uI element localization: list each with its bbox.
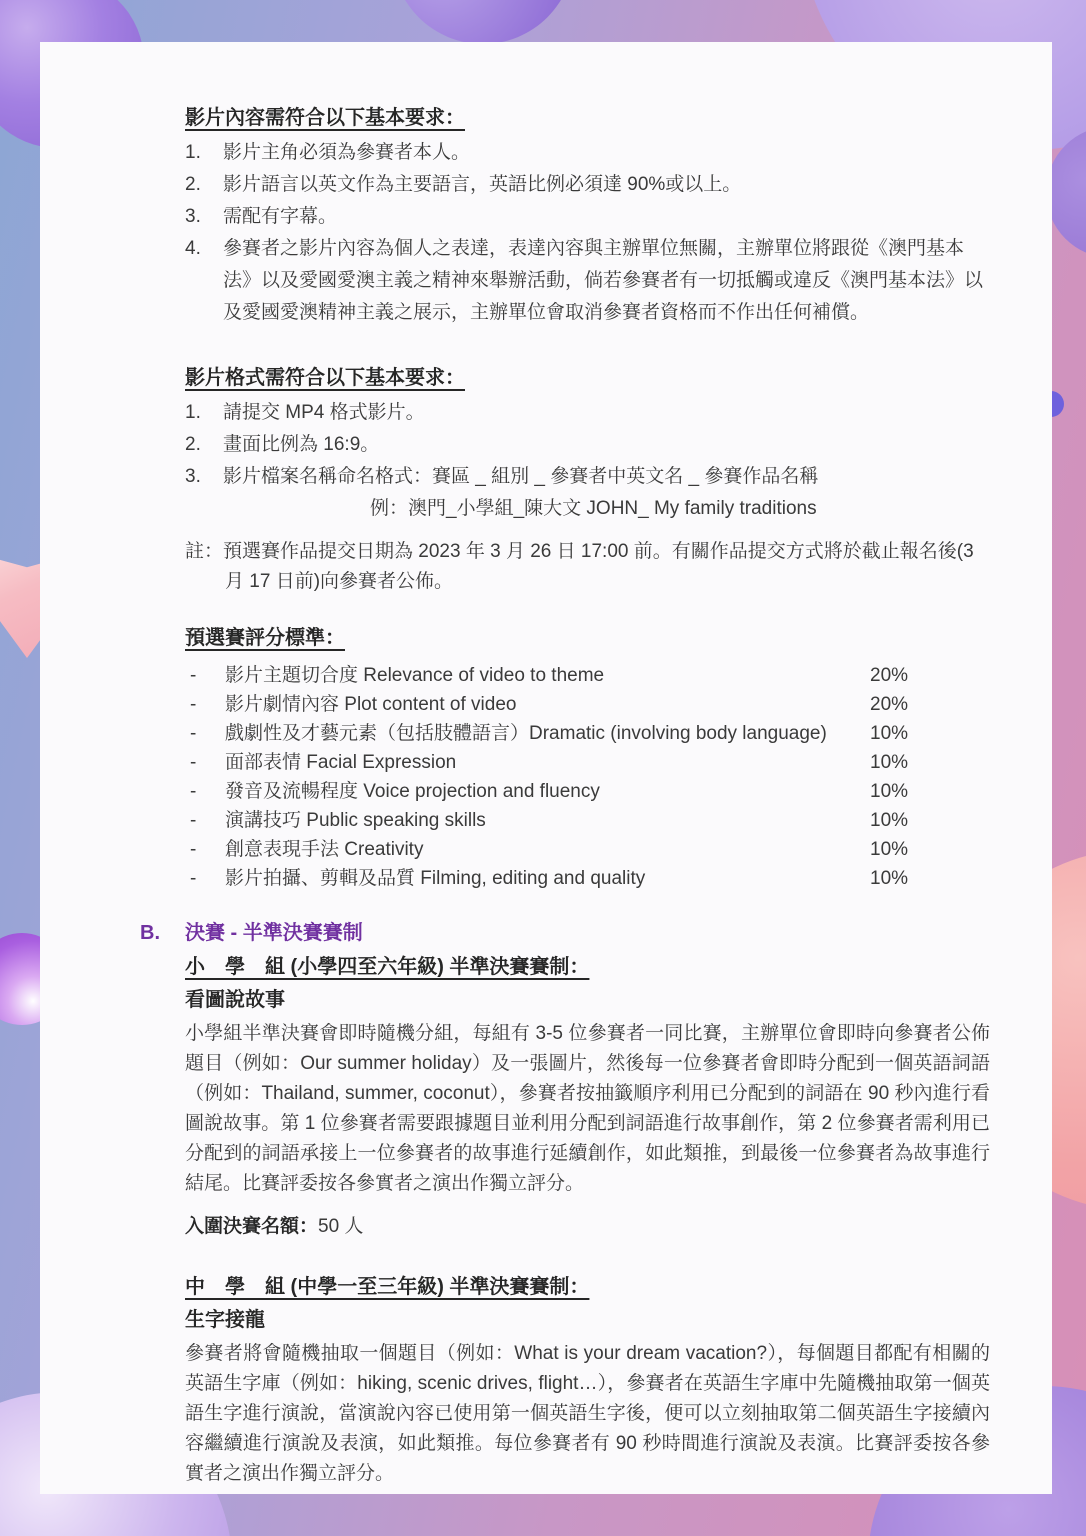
criteria-label: 演講技巧 Public speaking skills: [225, 810, 486, 831]
final-section-title: 決賽 - 半準決賽賽制: [185, 922, 363, 944]
list-item-text: 影片檔案名稱命名格式：賽區 _ 組別 _ 參賽者中英文名 _ 參賽作品名稱: [223, 466, 819, 487]
list-item-number: 1.: [185, 402, 201, 423]
list-item-text: 請提交 MP4 格式影片。: [223, 402, 425, 423]
video-format-rules-list: [185, 397, 990, 493]
document-page: [40, 42, 1052, 1494]
criteria-weight: 20%: [870, 694, 909, 715]
criteria-label: 發音及流暢程度 Voice projection and fluency: [225, 781, 600, 802]
criteria-row: [185, 690, 990, 719]
criteria-label: 影片主題切合度 Relevance of video to theme: [225, 665, 605, 686]
criteria-weight: 20%: [870, 665, 909, 686]
video-content-rules-heading: 影片內容需符合以下基本要求：: [185, 107, 465, 129]
criteria-bullet: -: [190, 781, 197, 802]
criteria-label: 影片拍攝、剪輯及品質 Filming, editing and quality: [225, 868, 646, 889]
list-item-number: 2.: [185, 174, 201, 195]
final-section-index: B.: [140, 922, 160, 944]
file-naming-example: 例：澳門_小學組_陳大文 JOHN_ My family traditions: [370, 498, 817, 519]
video-content-rules-list: [185, 137, 990, 329]
primary-group-heading: 小 學 組 (小學四至六年級) 半準決賽賽制：: [185, 956, 590, 978]
criteria-row: [185, 864, 990, 893]
video-format-rules-heading: 影片格式需符合以下基本要求：: [185, 367, 465, 389]
criteria-weight: 10%: [870, 752, 909, 773]
criteria-row: [185, 748, 990, 777]
numbered-list-item: [185, 201, 990, 233]
criteria-bullet: -: [190, 839, 197, 860]
numbered-list-item: [185, 461, 990, 493]
final-quota-label: 入圍決賽名額：: [185, 1216, 319, 1237]
submission-deadline-note: 註：預選賽作品提交日期為 2023 年 3 月 26 日 17:00 前。有關作品提交方式將於截止報名後(3 月 17 日前)向參賽者公佈。: [185, 541, 974, 592]
criteria-bullet: -: [190, 810, 197, 831]
list-item-number: 4.: [185, 238, 201, 259]
criteria-label: 面部表情 Facial Expression: [225, 752, 457, 773]
list-item-text: 需配有字幕。: [223, 206, 338, 227]
list-item-text: 畫面比例為 16:9。: [223, 434, 380, 455]
criteria-label: 創意表現手法 Creativity: [225, 839, 424, 860]
criteria-label: 戲劇性及才藝元素（包括肢體語言）Dramatic (involving body language): [225, 723, 827, 744]
criteria-label: 影片劇情內容 Plot content of video: [225, 694, 517, 715]
list-item-text: 影片主角必須為參賽者本人。: [223, 142, 471, 163]
criteria-weight: 10%: [870, 723, 909, 744]
numbered-list-item: [185, 169, 990, 201]
primary-group-body: 小學組半準決賽會即時隨機分組，每組有 3-5 位參賽者一同比賽，主辦單位會即時向參賽者公佈題目（例如：Our summer holiday）及一張圖片，然後每一位參賽者會即時分配到一個英語詞語（例如：Thailand, summer, coconut），參賽者按抽籤順序利用已分配到的詞語在 90 秒內進行看圖說故事。第 1 位參賽者需要跟據題目並利用分配到詞語進行故事創作，第 2 位參賽者需利用已分配到的詞語承接上一位參賽者的故事進行延續創作，如此類推，到最後一位參賽者為故事進行結尾。比賽評委按各參實者之演出作獨立評分。: [185, 1023, 990, 1194]
criteria-row: [185, 835, 990, 864]
criteria-weight: 10%: [870, 781, 909, 802]
final-quota-value: 50 人: [318, 1216, 364, 1237]
list-item-text: 參賽者之影片內容為個人之表達，表達內容與主辦單位無關，主辦單位將跟從《澳門基本法》以及愛國愛澳主義之精神來舉辦活動，倘若參賽者有一切抵觸或違反《澳門基本法》以及愛國愛澳精神主義之展示，主辦單位會取消參賽者資格而不作出任何補償。: [223, 238, 984, 323]
primary-group-game-title: 看圖說故事: [185, 989, 285, 1011]
balloon-top-center-decoration: [392, 0, 574, 44]
list-item-text: 影片語言以英文作為主要語言，英語比例必須達 90%或以上。: [223, 174, 742, 195]
secondary-group-body: 參賽者將會隨機抽取一個題目（例如：What is your dream vacation?），每個題目都配有相關的英語生字庫（例如：hiking, scenic drives, flight…），參賽者在英語生字庫中先隨機抽取第一個英語生字進行演說，當演說內容已使用第一個英語生字後，便可以立刻抽取第二個英語生字接續內容繼續進行演說及表演，如此類推。每位參賽者有 90 秒時間進行演說及表演。比賽評委按各參實者之演出作獨立評分。: [185, 1343, 990, 1484]
preliminary-criteria-list: [185, 661, 990, 893]
list-item-number: 3.: [185, 206, 201, 227]
criteria-weight: 10%: [870, 868, 909, 889]
criteria-bullet: -: [190, 752, 197, 773]
numbered-list-item: [185, 137, 990, 169]
criteria-weight: 10%: [870, 839, 909, 860]
list-item-number: 2.: [185, 434, 201, 455]
criteria-bullet: -: [190, 694, 197, 715]
secondary-group-heading: 中 學 組 (中學一至三年級) 半準決賽賽制：: [185, 1276, 590, 1298]
preliminary-criteria-heading: 預選賽評分標準：: [185, 627, 345, 649]
numbered-list-item: [185, 233, 990, 329]
criteria-row: [185, 661, 990, 690]
criteria-weight: 10%: [870, 810, 909, 831]
numbered-list-item: [185, 397, 990, 429]
criteria-bullet: -: [190, 868, 197, 889]
secondary-group-game-title: 生字接龍: [185, 1309, 265, 1331]
criteria-row: [185, 719, 990, 748]
criteria-bullet: -: [190, 665, 197, 686]
final-quota-line: [185, 1213, 990, 1241]
numbered-list-item: [185, 429, 990, 461]
criteria-bullet: -: [190, 723, 197, 744]
list-item-number: 3.: [185, 466, 201, 487]
list-item-number: 1.: [185, 142, 201, 163]
criteria-row: [185, 806, 990, 835]
criteria-row: [185, 777, 990, 806]
final-section-header: [140, 919, 990, 947]
